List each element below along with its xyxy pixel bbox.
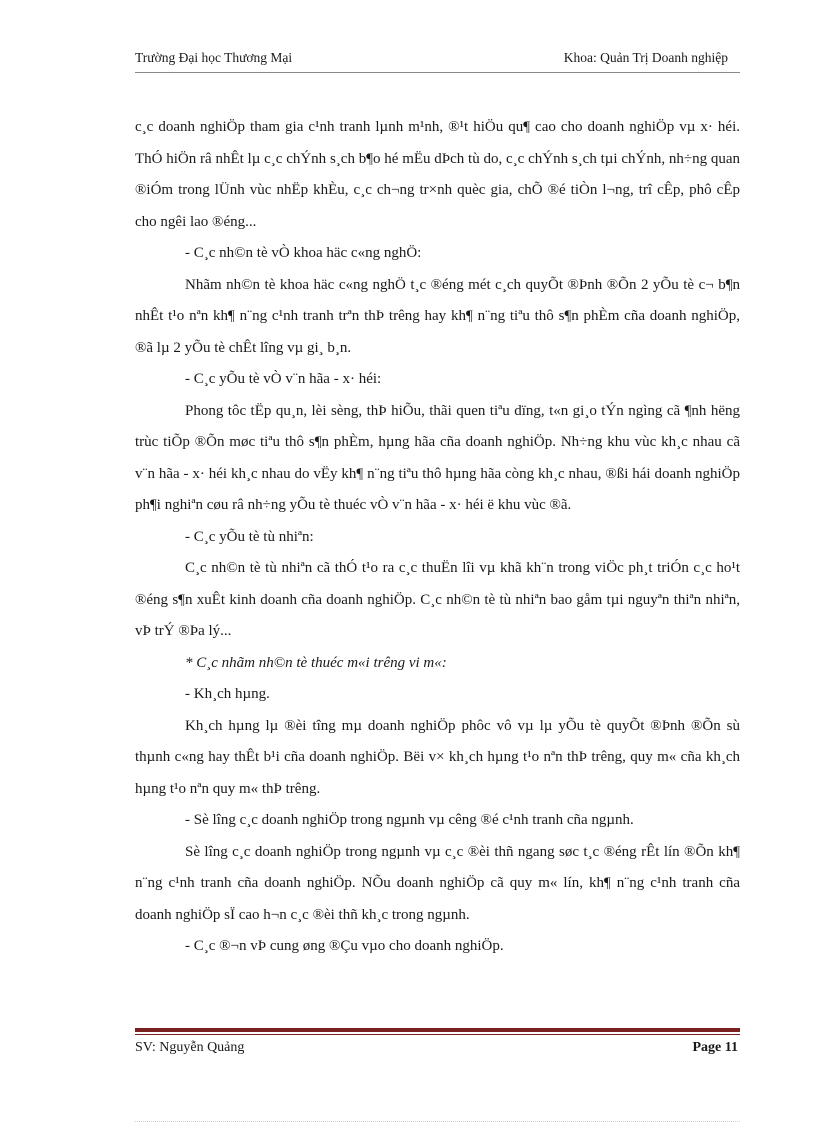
heading-suppliers: - C¸c ®¬n vÞ cung øng ®Çu vµo cho doanh nghiÖp.: [185, 938, 504, 954]
document-body: [135, 112, 740, 963]
footer-divider-thick: [135, 1028, 740, 1032]
page-header: [135, 50, 740, 70]
header-divider: [135, 72, 740, 73]
heading-technology-factors: - C¸c nh©n tè vÒ khoa häc c«ng nghÖ:: [185, 245, 422, 261]
heading-micro-environment: * C¸c nhãm nh©n tè thuéc m«i trêng vi m«:: [185, 654, 447, 671]
footer-page-number: Page 11: [692, 1040, 738, 1055]
page-bottom-edge: [135, 1121, 740, 1122]
paragraph-competitors: Sè lîng c¸c doanh nghiÖp trong ngµnh vµ c¸c ®èi thñ ngang søc t¸c ®éng rÊt lín ®Õn kh¶ n¨ng c¹nh tranh cña doanh nghiÖp. NÕu doanh nghiÖp cã quy m« lín, kh¶ n¨ng c¹nh tranh cña doanh nghiÖp sÏ cao h¬n c¸c ®èi thñ kh¸c trong ngµnh.: [135, 843, 740, 923]
paragraph-policy-continuation: c¸c doanh nghiÖp tham gia c¹nh tranh lµnh m¹nh, ®¹t hiÖu qu¶ cao cho doanh nghiÖp vµ x· héi. ThÓ hiÖn râ nhÊt lµ c¸c chÝnh s¸ch b¶o hé mËu dÞch tù do, c¸c chÝnh s¸ch tµi chÝnh, nh÷ng quan ®iÓm trong lÜnh vùc nhËp khÈu, c¸c ch¬ng tr×nh quèc gia, chÕ ®é tiÒn l¬ng, trî cÊp, phô cÊp cho ngêi lao ®éng...: [135, 119, 740, 230]
heading-culture-factors: - C¸c yÕu tè vÒ v¨n hãa - x· héi:: [185, 371, 382, 387]
header-university: Trường Đại học Thương Mại: [135, 50, 293, 65]
paragraph-customers: Kh¸ch hµng lµ ®èi tîng mµ doanh nghiÖp phôc vô vµ lµ yÕu tè quyÕt ®Þnh ®Õn sù thµnh c«ng hay thÊt b¹i cña doanh nghiÖp. Bëi v× kh¸ch hµng t¹o nªn thÞ trêng, quy m« cña kh¸ch hµng t¹o nªn quy m« thÞ trêng.: [135, 717, 740, 797]
footer-student-name: SV: Nguyễn Quảng: [135, 1040, 245, 1055]
paragraph-culture: Phong tôc tËp qu¸n, lèi sèng, thÞ hiÕu, thãi quen tiªu dïng, t«n gi¸o tÝn ngìng cã ¶nh hëng trùc tiÕp ®Õn møc tiªu thô s¶n phÈm, hµng hãa cña doanh nghiÖp. Nh÷ng khu vùc kh¸c nhau cã v¨n hãa - x· héi kh¸c nhau do vËy kh¶ n¨ng tiªu thô hµng hãa còng kh¸c nhau, ®ßi hái doanh nghiÖp ph¶i nghiªn cøu râ nh÷ng yÕu tè thuéc vÒ v¨n hãa - x· héi ë khu vùc ®ã.: [135, 402, 740, 513]
page-footer: [135, 1040, 740, 1060]
paragraph-technology: Nhãm nh©n tè khoa häc c«ng nghÖ t¸c ®éng mét c¸ch quyÕt ®Þnh ®Õn 2 yÕu tè c¬ b¶n nhÊt t¹o nªn kh¶ n¨ng c¹nh tranh trªn thÞ trêng hay kh¶ n¨ng tiªu thô s¶n phÈm cña doanh nghiÖp, ®ã lµ 2 yÕu tè chÊt lîng vµ gi¸ b¸n.: [135, 276, 740, 356]
header-faculty: Khoa: Quản Trị Doanh nghiệp: [563, 50, 728, 65]
heading-customers: - Kh¸ch hµng.: [185, 686, 270, 702]
footer-divider-thin: [135, 1034, 740, 1035]
heading-natural-factors: - C¸c yÕu tè tù nhiªn:: [185, 528, 314, 545]
paragraph-natural: C¸c nh©n tè tù nhiªn cã thÓ t¹o ra c¸c thuËn lîi vµ khã kh¨n trong viÖc ph¸t triÓn c¸c ho¹t ®éng s¶n xuÊt kinh doanh cña doanh nghiÖp. C¸c nh©n tè tù nhiªn bao gåm tµi nguyªn thiªn nhiªn, vÞ trÝ ®Þa lý...: [135, 560, 740, 639]
heading-competitors: - Sè lîng c¸c doanh nghiÖp trong ngµnh vµ cêng ®é c¹nh tranh cña ngµnh.: [185, 812, 634, 828]
